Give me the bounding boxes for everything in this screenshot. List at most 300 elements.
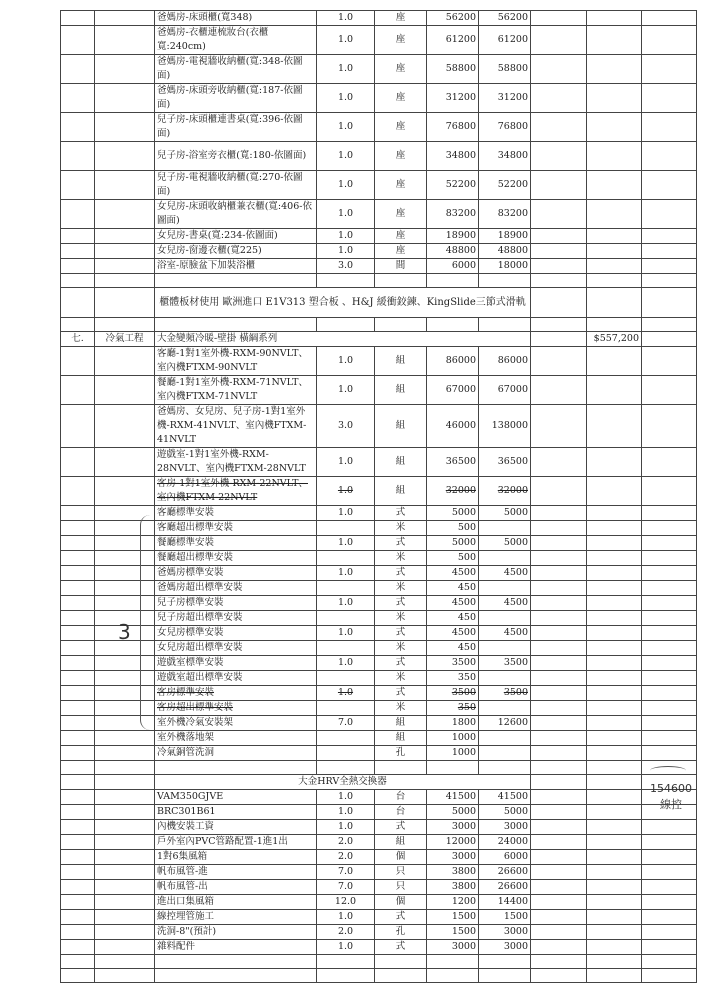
blank-cell bbox=[531, 332, 587, 347]
unit-price-cell-text: 61200 bbox=[445, 34, 476, 45]
unit-price-cell bbox=[427, 656, 479, 671]
unit-price-cell-text: 500 bbox=[457, 522, 476, 533]
blank-cell bbox=[531, 171, 587, 200]
remark-cell bbox=[642, 521, 697, 536]
no-cell bbox=[61, 347, 95, 376]
unit-price-cell-text: 58800 bbox=[445, 63, 476, 74]
handwritten-curve-icon bbox=[650, 766, 686, 775]
unit-price-cell-text: 56200 bbox=[445, 12, 476, 23]
item-cell-text: 兒子房-電視牆收納櫃(寬:270-依圖面) bbox=[157, 172, 303, 197]
blank-cell bbox=[531, 746, 587, 761]
item-cell bbox=[155, 11, 317, 26]
no-cell bbox=[61, 26, 95, 55]
unit-cell-text: 組 bbox=[395, 717, 406, 728]
blank-cell bbox=[479, 274, 531, 288]
total-cell bbox=[479, 940, 531, 955]
total-cell-text: 5000 bbox=[503, 537, 528, 548]
qty-cell-text: 1.0 bbox=[337, 485, 354, 496]
remark-cell bbox=[642, 835, 697, 850]
item-cell-text: 女兒房超出標準安裝 bbox=[157, 642, 243, 653]
item-cell bbox=[155, 805, 317, 820]
unit-cell-text: 座 bbox=[395, 150, 406, 161]
total-cell-text: 83200 bbox=[497, 208, 528, 219]
qty-cell bbox=[317, 716, 375, 731]
unit-cell-text: 座 bbox=[395, 230, 406, 241]
total-cell-text: 86000 bbox=[497, 355, 528, 366]
unit-price-cell-text: 1500 bbox=[451, 926, 476, 937]
subtotal-cell bbox=[587, 448, 642, 477]
item-cell bbox=[155, 641, 317, 656]
unit-price-cell bbox=[427, 835, 479, 850]
total-cell bbox=[479, 376, 531, 405]
blank-cell bbox=[531, 790, 587, 805]
category-cell bbox=[95, 11, 155, 26]
unit-price-cell-text: 3500 bbox=[451, 687, 476, 698]
total-cell-text: 41500 bbox=[497, 791, 528, 802]
blank-cell bbox=[61, 969, 95, 983]
qty-cell-text: 1.0 bbox=[337, 821, 354, 832]
unit-price-cell bbox=[427, 84, 479, 113]
item-cell-text: 爸媽房-床頭櫃(寬348) bbox=[157, 12, 253, 23]
qty-cell bbox=[317, 656, 375, 671]
remark-cell bbox=[642, 171, 697, 200]
blank-cell bbox=[317, 969, 375, 983]
subtotal-cell bbox=[587, 626, 642, 641]
unit-cell bbox=[375, 11, 427, 26]
total-cell bbox=[479, 347, 531, 376]
unit-cell bbox=[375, 641, 427, 656]
unit-cell bbox=[375, 244, 427, 259]
blank-cell bbox=[375, 969, 427, 983]
total-cell-text: 76800 bbox=[497, 121, 528, 132]
table-row bbox=[61, 551, 697, 566]
unit-price-cell-text: 3800 bbox=[451, 881, 476, 892]
unit-price-cell bbox=[427, 626, 479, 641]
category-cell bbox=[95, 910, 155, 925]
blank-cell bbox=[642, 318, 697, 332]
remark-cell bbox=[642, 641, 697, 656]
blank-cell bbox=[531, 288, 587, 318]
unit-cell bbox=[375, 113, 427, 142]
item-cell bbox=[155, 895, 317, 910]
table-row bbox=[61, 925, 697, 940]
total-cell bbox=[479, 244, 531, 259]
qty-cell-text: 1.0 bbox=[337, 911, 354, 922]
total-cell-text: 5000 bbox=[503, 507, 528, 518]
total-cell bbox=[479, 701, 531, 716]
subtotal-cell bbox=[587, 288, 642, 318]
no-cell bbox=[61, 656, 95, 671]
unit-price-cell bbox=[427, 229, 479, 244]
unit-cell bbox=[375, 477, 427, 506]
unit-cell-text: 個 bbox=[395, 896, 406, 907]
qty-cell-text: 2.0 bbox=[337, 926, 354, 937]
total-cell-text: 3000 bbox=[503, 821, 528, 832]
unit-cell-text: 組 bbox=[395, 836, 406, 847]
blank-cell bbox=[531, 26, 587, 55]
total-cell bbox=[479, 26, 531, 55]
remark-cell bbox=[642, 11, 697, 26]
subtotal-cell bbox=[587, 200, 642, 229]
unit-price-cell-text: 41500 bbox=[445, 791, 476, 802]
unit-price-cell bbox=[427, 805, 479, 820]
unit-cell bbox=[375, 596, 427, 611]
item-cell-text: 線控埋管施工 bbox=[157, 911, 215, 922]
unit-price-cell bbox=[427, 716, 479, 731]
remark-cell bbox=[642, 244, 697, 259]
item-cell bbox=[155, 506, 317, 521]
subtotal-cell bbox=[587, 880, 642, 895]
subtotal-cell bbox=[587, 820, 642, 835]
total-cell-text: 3000 bbox=[503, 926, 528, 937]
item-cell bbox=[155, 820, 317, 835]
unit-price-cell bbox=[427, 581, 479, 596]
table-row bbox=[61, 865, 697, 880]
qty-cell bbox=[317, 731, 375, 746]
unit-price-cell-text: 76800 bbox=[445, 121, 476, 132]
blank-cell bbox=[531, 477, 587, 506]
section-item-cell-text: 大金變頻冷暖-壁掛 橫綱系列 bbox=[157, 333, 278, 344]
item-cell-text: 洗洞-8"(預計) bbox=[157, 926, 217, 937]
item-cell bbox=[155, 611, 317, 626]
blank-cell bbox=[531, 686, 587, 701]
total-cell bbox=[479, 551, 531, 566]
qty-cell-text: 1.0 bbox=[337, 806, 354, 817]
remark-cell bbox=[642, 200, 697, 229]
unit-price-cell-text: 4500 bbox=[451, 627, 476, 638]
total-cell-text: 32000 bbox=[497, 485, 528, 496]
blank-cell bbox=[531, 11, 587, 26]
remark-cell bbox=[642, 55, 697, 84]
qty-cell-text: 1.0 bbox=[337, 245, 354, 256]
qty-cell-text: 1.0 bbox=[337, 121, 354, 132]
table-row bbox=[61, 850, 697, 865]
unit-price-cell-text: 4500 bbox=[451, 597, 476, 608]
unit-cell bbox=[375, 940, 427, 955]
qty-cell bbox=[317, 171, 375, 200]
total-cell-text: 52200 bbox=[497, 179, 528, 190]
category-cell bbox=[95, 805, 155, 820]
item-cell-text: 室外機落地架 bbox=[157, 732, 215, 743]
table-row bbox=[61, 477, 697, 506]
unit-price-cell-text: 450 bbox=[457, 582, 476, 593]
unit-price-cell-text: 32000 bbox=[445, 485, 476, 496]
blank-cell bbox=[531, 596, 587, 611]
qty-cell bbox=[317, 611, 375, 626]
group-header-cell-text: 大金HRV全熱交換器 bbox=[298, 776, 387, 787]
subtotal-cell bbox=[587, 376, 642, 405]
no-cell bbox=[61, 200, 95, 229]
blank-cell bbox=[531, 551, 587, 566]
unit-price-cell bbox=[427, 865, 479, 880]
remark-cell bbox=[642, 701, 697, 716]
subtotal-cell bbox=[587, 142, 642, 171]
table-row bbox=[61, 805, 697, 820]
item-cell-text: 雜料配件 bbox=[157, 941, 196, 952]
unit-price-cell bbox=[427, 686, 479, 701]
item-cell bbox=[155, 596, 317, 611]
qty-cell-text: 2.0 bbox=[337, 851, 354, 862]
unit-price-cell bbox=[427, 731, 479, 746]
qty-cell bbox=[317, 142, 375, 171]
blank-cell bbox=[317, 955, 375, 969]
total-cell bbox=[479, 835, 531, 850]
category-cell bbox=[95, 820, 155, 835]
category-cell bbox=[95, 477, 155, 506]
no-cell bbox=[61, 805, 95, 820]
item-cell-text: 爸媽房-床頭旁收納櫃(寬:187-依圖面) bbox=[157, 85, 303, 110]
item-cell-text: 客廳-1對1室外機-RXM-90NVLT、室內機FTXM-90NVLT bbox=[157, 348, 308, 373]
table-row bbox=[61, 626, 697, 641]
qty-cell-text: 1.0 bbox=[337, 791, 354, 802]
table-row bbox=[61, 701, 697, 716]
total-cell-text: 6000 bbox=[503, 851, 528, 862]
unit-cell bbox=[375, 835, 427, 850]
blank-cell bbox=[531, 701, 587, 716]
blank-cell bbox=[531, 925, 587, 940]
table-row bbox=[61, 405, 697, 448]
unit-cell-text: 座 bbox=[395, 121, 406, 132]
unit-price-cell-text: 46000 bbox=[445, 420, 476, 431]
unit-price-cell-text: 4500 bbox=[451, 567, 476, 578]
table-row bbox=[61, 820, 697, 835]
unit-cell bbox=[375, 820, 427, 835]
blank-cell bbox=[61, 274, 95, 288]
blank-cell bbox=[531, 940, 587, 955]
total-cell bbox=[479, 566, 531, 581]
unit-cell bbox=[375, 671, 427, 686]
material-note-cell-text: 櫃體板材使用 歐洲進口 E1V313 塑合板 、H&J 緩衝鉸鍊、KingSlide三節式滑軌 bbox=[159, 296, 526, 308]
total-cell bbox=[479, 656, 531, 671]
total-cell-text: 26600 bbox=[497, 881, 528, 892]
blank-cell bbox=[531, 581, 587, 596]
unit-price-cell-text: 500 bbox=[457, 552, 476, 563]
qty-cell bbox=[317, 626, 375, 641]
no-cell bbox=[61, 880, 95, 895]
unit-cell-text: 式 bbox=[395, 657, 406, 668]
unit-price-cell bbox=[427, 940, 479, 955]
total-cell bbox=[479, 880, 531, 895]
table-row bbox=[61, 656, 697, 671]
handwritten-count-mark: 3 bbox=[118, 620, 131, 644]
total-cell bbox=[479, 820, 531, 835]
blank-cell bbox=[375, 318, 427, 332]
qty-cell bbox=[317, 244, 375, 259]
blank-cell bbox=[375, 274, 427, 288]
unit-cell bbox=[375, 259, 427, 274]
blank-cell bbox=[155, 969, 317, 983]
blank-cell bbox=[479, 955, 531, 969]
blank-cell bbox=[531, 969, 587, 983]
remark-cell bbox=[642, 551, 697, 566]
unit-price-cell-text: 3500 bbox=[451, 657, 476, 668]
qty-cell bbox=[317, 566, 375, 581]
no-cell bbox=[61, 521, 95, 536]
unit-cell-text: 米 bbox=[395, 702, 406, 713]
item-cell bbox=[155, 84, 317, 113]
no-cell bbox=[61, 113, 95, 142]
item-cell bbox=[155, 244, 317, 259]
subtotal-cell bbox=[587, 259, 642, 274]
unit-price-cell-text: 1500 bbox=[451, 911, 476, 922]
unit-price-cell-text: 6000 bbox=[451, 260, 476, 271]
unit-cell-text: 只 bbox=[395, 881, 406, 892]
unit-cell bbox=[375, 686, 427, 701]
unit-cell-text: 米 bbox=[395, 672, 406, 683]
qty-cell bbox=[317, 506, 375, 521]
item-cell bbox=[155, 865, 317, 880]
total-cell-text: 48800 bbox=[497, 245, 528, 256]
qty-cell bbox=[317, 376, 375, 405]
table-row bbox=[61, 506, 697, 521]
no-cell bbox=[61, 84, 95, 113]
unit-cell bbox=[375, 895, 427, 910]
total-cell-text: 5000 bbox=[503, 806, 528, 817]
remark-cell bbox=[642, 347, 697, 376]
unit-price-cell bbox=[427, 850, 479, 865]
no-cell bbox=[61, 376, 95, 405]
remark-cell bbox=[642, 850, 697, 865]
category-cell bbox=[95, 347, 155, 376]
item-cell-text: 兒子房超出標準安裝 bbox=[157, 612, 243, 623]
total-cell bbox=[479, 850, 531, 865]
unit-price-cell bbox=[427, 895, 479, 910]
blank-cell bbox=[531, 259, 587, 274]
no-cell bbox=[61, 229, 95, 244]
unit-cell-text: 組 bbox=[395, 732, 406, 743]
no-cell bbox=[61, 405, 95, 448]
blank-cell bbox=[587, 274, 642, 288]
section-item-cell bbox=[155, 332, 531, 347]
item-cell-text: 客房標準安裝 bbox=[157, 687, 215, 698]
item-cell bbox=[155, 551, 317, 566]
table-row bbox=[61, 746, 697, 761]
no-cell bbox=[61, 536, 95, 551]
table-row bbox=[61, 55, 697, 84]
item-cell bbox=[155, 746, 317, 761]
total-cell-text: 4500 bbox=[503, 627, 528, 638]
unit-price-cell-text: 350 bbox=[457, 672, 476, 683]
no-cell bbox=[61, 746, 95, 761]
category-cell bbox=[95, 448, 155, 477]
item-cell-text: 餐廳超出標準安裝 bbox=[157, 552, 234, 563]
remark-cell bbox=[642, 448, 697, 477]
unit-cell-text: 式 bbox=[395, 821, 406, 832]
item-cell bbox=[155, 940, 317, 955]
unit-price-cell bbox=[427, 506, 479, 521]
qty-cell-text: 1.0 bbox=[337, 597, 354, 608]
qty-cell bbox=[317, 835, 375, 850]
item-cell-text: 客廳超出標準安裝 bbox=[157, 522, 234, 533]
unit-cell bbox=[375, 790, 427, 805]
section-subtotal-cell bbox=[587, 332, 642, 347]
subtotal-cell bbox=[587, 506, 642, 521]
blank-cell bbox=[427, 274, 479, 288]
item-cell-text: 爸媽房、女兒房、兒子房-1對1室外機-RXM-41NVLT、室內機FTXM-41NVLT bbox=[157, 406, 307, 445]
blank-cell bbox=[427, 761, 479, 775]
unit-cell bbox=[375, 229, 427, 244]
unit-price-cell bbox=[427, 521, 479, 536]
qty-cell bbox=[317, 686, 375, 701]
total-cell-text: 24000 bbox=[497, 836, 528, 847]
unit-price-cell bbox=[427, 171, 479, 200]
qty-cell bbox=[317, 596, 375, 611]
handwritten-hrv-remark: 線控 bbox=[660, 798, 682, 811]
unit-price-cell-text: 3000 bbox=[451, 851, 476, 862]
category-cell bbox=[95, 865, 155, 880]
unit-price-cell-text: 450 bbox=[457, 612, 476, 623]
no-cell bbox=[61, 142, 95, 171]
blank-cell bbox=[479, 969, 531, 983]
unit-price-cell-text: 1000 bbox=[451, 732, 476, 743]
subtotal-cell bbox=[587, 746, 642, 761]
subtotal-cell bbox=[587, 671, 642, 686]
unit-price-cell-text: 3000 bbox=[451, 821, 476, 832]
section-subtotal-cell-text: $557,200 bbox=[593, 333, 639, 344]
unit-price-cell-text: 31200 bbox=[445, 92, 476, 103]
no-cell bbox=[61, 641, 95, 656]
category-cell bbox=[95, 940, 155, 955]
unit-price-cell-text: 1800 bbox=[451, 717, 476, 728]
qty-cell bbox=[317, 347, 375, 376]
remark-cell bbox=[642, 26, 697, 55]
no-cell bbox=[61, 477, 95, 506]
blank-cell bbox=[531, 318, 587, 332]
unit-price-cell bbox=[427, 405, 479, 448]
subtotal-cell bbox=[587, 940, 642, 955]
unit-cell-text: 米 bbox=[395, 552, 406, 563]
qty-cell bbox=[317, 925, 375, 940]
unit-price-cell bbox=[427, 26, 479, 55]
item-cell-text: 爸媽房-電視牆收納櫃(寬:348-依圖面) bbox=[157, 56, 303, 81]
item-cell-text: 兒子房-浴室旁衣櫃(寬:180-依圖面) bbox=[157, 150, 307, 161]
blank-cell bbox=[479, 761, 531, 775]
table-row bbox=[61, 611, 697, 626]
table-row bbox=[61, 835, 697, 850]
unit-cell bbox=[375, 746, 427, 761]
blank-cell bbox=[155, 274, 317, 288]
blank-cell bbox=[375, 955, 427, 969]
item-cell-text: 內機安裝工資 bbox=[157, 821, 215, 832]
total-cell bbox=[479, 405, 531, 448]
unit-cell bbox=[375, 626, 427, 641]
qty-cell-text: 3.0 bbox=[337, 260, 354, 271]
subtotal-cell bbox=[587, 925, 642, 940]
unit-cell bbox=[375, 566, 427, 581]
unit-cell-text: 式 bbox=[395, 627, 406, 638]
unit-cell bbox=[375, 581, 427, 596]
unit-cell-text: 座 bbox=[395, 208, 406, 219]
no-cell bbox=[61, 11, 95, 26]
category-cell bbox=[95, 84, 155, 113]
item-cell bbox=[155, 347, 317, 376]
table-row bbox=[61, 259, 697, 274]
unit-price-cell-text: 18900 bbox=[445, 230, 476, 241]
item-cell-text: 進出口集風箱 bbox=[157, 896, 215, 907]
total-cell bbox=[479, 521, 531, 536]
total-cell-text: 58800 bbox=[497, 63, 528, 74]
qty-cell bbox=[317, 84, 375, 113]
table-row bbox=[61, 113, 697, 142]
total-cell-text: 12600 bbox=[497, 717, 528, 728]
total-cell bbox=[479, 731, 531, 746]
qty-cell bbox=[317, 26, 375, 55]
quotation-table bbox=[60, 10, 697, 983]
unit-price-cell bbox=[427, 11, 479, 26]
no-cell bbox=[61, 686, 95, 701]
blank-cell bbox=[642, 955, 697, 969]
remark-cell bbox=[642, 536, 697, 551]
